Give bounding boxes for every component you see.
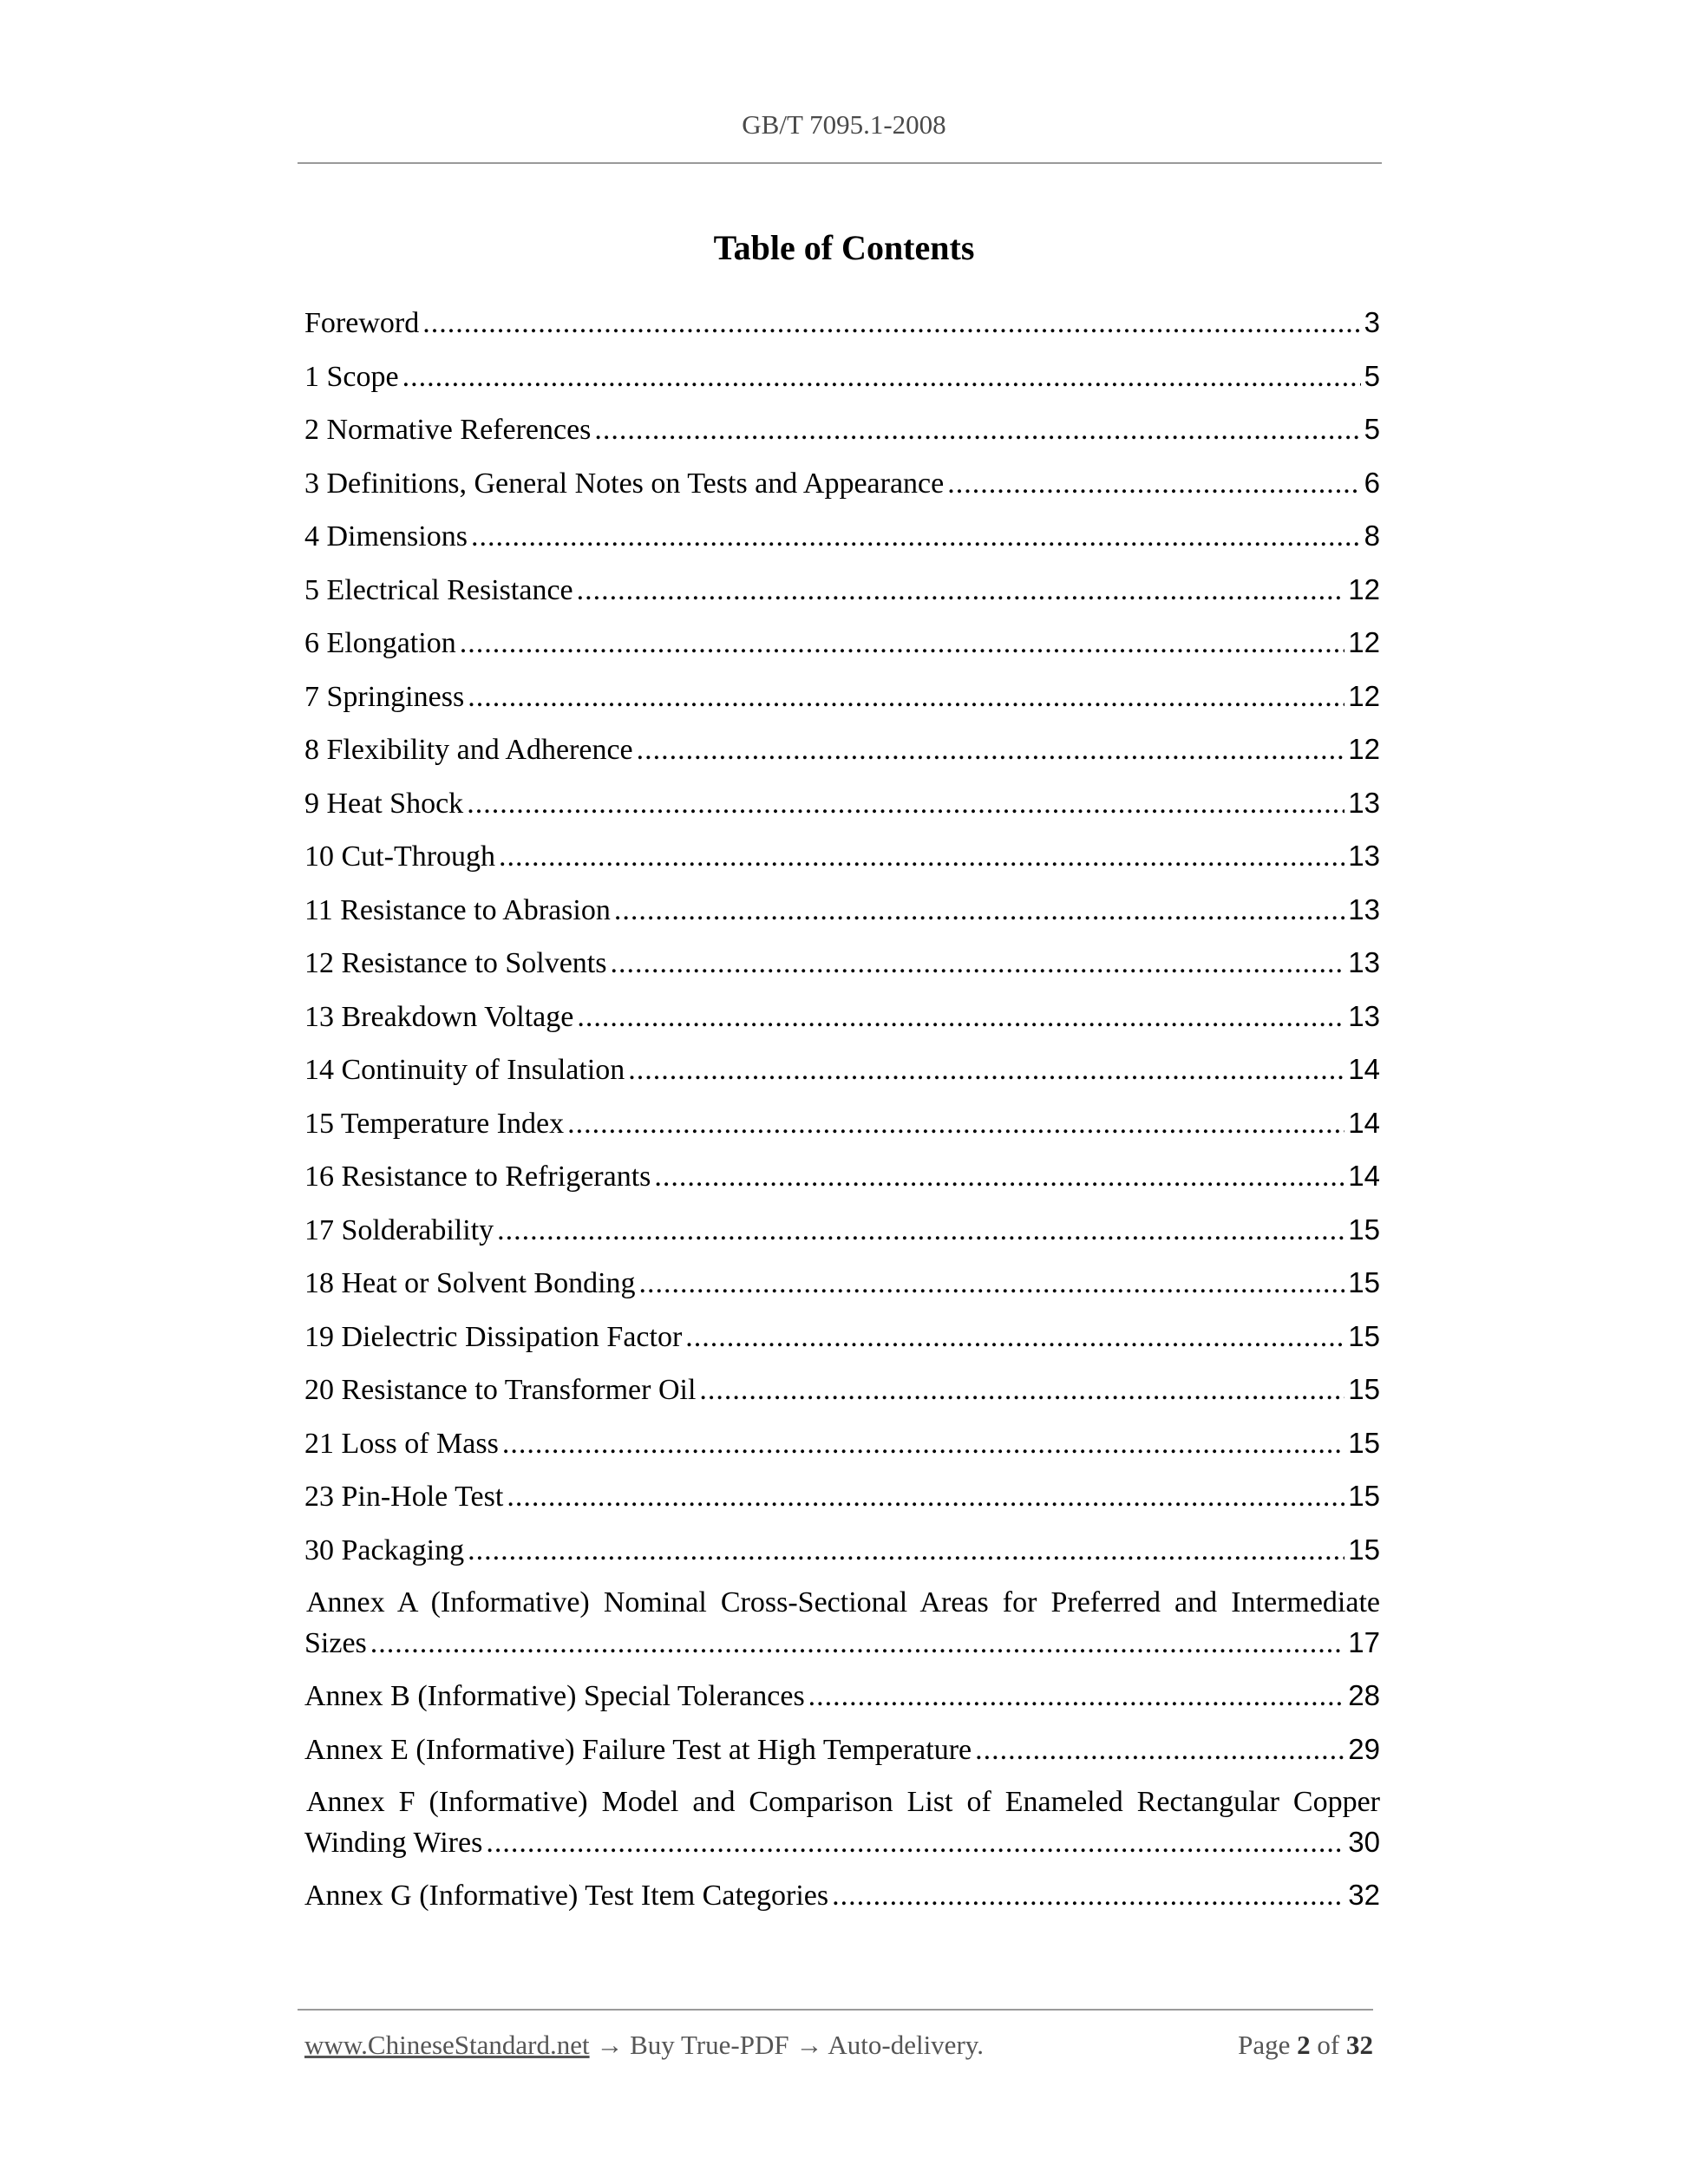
- toc-entry-page: 14: [1348, 1106, 1380, 1139]
- toc-entry[interactable]: [304, 677, 1380, 730]
- dot-leader: [577, 997, 1345, 1037]
- toc-entry[interactable]: [304, 943, 1380, 997]
- toc-entry-label: 20 Resistance to Transformer Oil: [304, 1374, 697, 1406]
- toc-entry-page: 12: [1348, 626, 1380, 658]
- dot-leader: [975, 1730, 1345, 1770]
- dot-leader: [594, 410, 1360, 450]
- dot-leader: [497, 1211, 1345, 1251]
- toc-entry-page: 15: [1348, 1319, 1380, 1352]
- page-number: [1238, 2030, 1373, 2061]
- toc-entry-label: 9 Heat Shock: [304, 787, 464, 820]
- toc-entry-annex-e[interactable]: [304, 1730, 1380, 1783]
- toc-entry[interactable]: [304, 409, 1380, 463]
- toc-entry-label: 13 Breakdown Voltage: [304, 1000, 574, 1033]
- toc-entry[interactable]: [304, 1210, 1380, 1264]
- toc-entry-page: 15: [1348, 1213, 1380, 1246]
- toc-entry[interactable]: [304, 1317, 1380, 1370]
- toc-entry-page: 17: [1348, 1626, 1380, 1658]
- toc-entry[interactable]: [304, 1530, 1380, 1584]
- dot-leader: [460, 624, 1345, 664]
- toc-entry-page: 6: [1364, 466, 1380, 499]
- toc-entry[interactable]: [304, 623, 1380, 677]
- toc-title: Table of Contents: [713, 228, 975, 267]
- footer-divider: [298, 2009, 1373, 2011]
- dot-leader: [577, 571, 1345, 611]
- dot-leader: [468, 677, 1345, 717]
- toc-entry[interactable]: [304, 783, 1380, 837]
- dot-leader: [567, 1104, 1345, 1144]
- toc-entry-page: 3: [1364, 306, 1380, 338]
- toc-entry-page: 28: [1348, 1679, 1380, 1711]
- toc-entry-label: 2 Normative References: [304, 414, 592, 446]
- header-divider: [298, 162, 1382, 164]
- toc-entry-label: 5 Electrical Resistance: [304, 573, 573, 606]
- toc-entry[interactable]: [304, 463, 1380, 517]
- toc-entry-page: 5: [1364, 359, 1380, 392]
- toc-entry-label: 3 Definitions, General Notes on Tests and Appearance: [304, 467, 945, 500]
- dot-leader: [685, 1318, 1345, 1357]
- toc-entry-page: 13: [1348, 946, 1380, 978]
- toc-entry-page: 12: [1348, 679, 1380, 712]
- toc-entry-label: 18 Heat or Solvent Bonding: [304, 1267, 636, 1299]
- toc-entry-label: 7 Springiness: [304, 680, 465, 713]
- toc-entry-label: Annex F (Informative) Model and Comparison List of Enameled Rectangular Copper: [306, 1786, 1380, 1818]
- promo-text: → Buy True-PDF → Auto-delivery.: [589, 2030, 984, 2060]
- toc-entry[interactable]: [304, 1476, 1380, 1530]
- toc-entry-page: 15: [1348, 1533, 1380, 1566]
- toc-entry[interactable]: [304, 1263, 1380, 1317]
- dot-leader: [628, 1050, 1345, 1090]
- current-page-number: 2: [1297, 2030, 1311, 2060]
- toc-entry-label: Annex B (Informative) Special Tolerances: [304, 1680, 805, 1712]
- total-pages-number: 32: [1346, 2030, 1373, 2060]
- toc-entry-page: 14: [1348, 1160, 1380, 1192]
- toc-entry-label: Annex E (Informative) Failure Test at High Temperature: [304, 1733, 972, 1766]
- toc-entry-label: 4 Dimensions: [304, 520, 468, 553]
- toc-entry[interactable]: [304, 1370, 1380, 1423]
- of-word: of: [1317, 2030, 1340, 2060]
- toc-entry-annex-g[interactable]: [304, 1875, 1380, 1929]
- toc-entry-annex-b[interactable]: [304, 1676, 1380, 1730]
- dot-leader: [467, 784, 1345, 824]
- toc-entry-page: 15: [1348, 1426, 1380, 1459]
- toc-entry-label: 1 Scope: [304, 360, 399, 393]
- toc-entry-page: 8: [1364, 520, 1380, 552]
- toc-entry[interactable]: [304, 729, 1380, 783]
- page-word: Page: [1238, 2030, 1291, 2060]
- footer-promo: [304, 2030, 984, 2061]
- toc-entry[interactable]: [304, 997, 1380, 1050]
- dot-leader: [808, 1677, 1345, 1716]
- toc-entry-page: 12: [1348, 572, 1380, 605]
- document-code-header: GB/T 7095.1-2008: [742, 109, 946, 140]
- toc-entry-label-continued: Winding Wires: [304, 1827, 483, 1859]
- toc-entry-label: 12 Resistance to Solvents: [304, 947, 607, 979]
- toc-entry-label: 19 Dielectric Dissipation Factor: [304, 1320, 683, 1353]
- toc-entry-label: Annex A (Informative) Nominal Cross-Sectional Areas for Preferred and Intermediate: [306, 1586, 1380, 1618]
- toc-entry[interactable]: [304, 836, 1380, 890]
- toc-entry-label: 8 Flexibility and Adherence: [304, 734, 633, 766]
- toc-entry-page: 30: [1348, 1826, 1380, 1858]
- toc-entry-label: 16 Resistance to Refrigerants: [304, 1161, 651, 1193]
- dot-leader: [471, 517, 1361, 557]
- dot-leader: [654, 1157, 1345, 1197]
- dot-leader: [502, 1424, 1345, 1464]
- dot-leader: [499, 837, 1345, 877]
- toc-entry[interactable]: [304, 1156, 1380, 1210]
- toc-entry-label: 6 Elongation: [304, 627, 456, 659]
- toc-entry-page: 13: [1348, 840, 1380, 872]
- website-link[interactable]: www.ChineseStandard.net: [304, 2030, 590, 2060]
- toc-entry-annex-f[interactable]: [304, 1782, 1380, 1875]
- toc-entry-label-continued: Sizes: [304, 1627, 367, 1659]
- toc-entry-label: Annex G (Informative) Test Item Categories: [304, 1880, 829, 1912]
- toc-entry[interactable]: [304, 303, 1380, 356]
- toc-entry-label: 15 Temperature Index: [304, 1107, 565, 1140]
- toc-entry-label: 17 Solderability: [304, 1213, 494, 1246]
- toc-entry-page: 5: [1364, 413, 1380, 445]
- toc-entry-label: 23 Pin-Hole Test: [304, 1481, 504, 1513]
- toc-entry-label: Foreword: [304, 307, 420, 339]
- table-of-contents: [304, 303, 1380, 1929]
- dot-leader: [370, 1624, 1345, 1664]
- toc-entry-page: 12: [1348, 733, 1380, 765]
- dot-leader: [507, 1477, 1345, 1517]
- dot-leader: [832, 1876, 1345, 1916]
- toc-entry[interactable]: [304, 1423, 1380, 1477]
- toc-entry-page: 13: [1348, 893, 1380, 925]
- toc-entry[interactable]: [304, 890, 1380, 944]
- toc-entry-label: 14 Continuity of Insulation: [304, 1054, 625, 1086]
- toc-entry-page: 15: [1348, 1373, 1380, 1405]
- toc-entry-label: 21 Loss of Mass: [304, 1427, 499, 1460]
- toc-entry-annex-a[interactable]: [304, 1583, 1380, 1676]
- toc-entry-label: 10 Cut-Through: [304, 840, 496, 873]
- toc-entry[interactable]: [304, 570, 1380, 624]
- dot-leader: [402, 357, 1361, 397]
- dot-leader: [422, 304, 1360, 343]
- toc-entry[interactable]: [304, 1103, 1380, 1157]
- toc-entry-page: 13: [1348, 999, 1380, 1032]
- toc-entry-page: 15: [1348, 1480, 1380, 1512]
- toc-entry-page: 13: [1348, 786, 1380, 819]
- dot-leader: [614, 891, 1345, 931]
- dot-leader: [486, 1823, 1345, 1863]
- toc-entry-page: 29: [1348, 1732, 1380, 1765]
- toc-entry[interactable]: [304, 1049, 1380, 1103]
- toc-entry-page: 32: [1348, 1879, 1380, 1911]
- toc-entry-list: [304, 303, 1380, 1583]
- dot-leader: [947, 464, 1360, 504]
- toc-entry[interactable]: [304, 356, 1380, 410]
- toc-entry[interactable]: [304, 516, 1380, 570]
- dot-leader: [637, 730, 1345, 770]
- toc-entry-page: 14: [1348, 1053, 1380, 1085]
- dot-leader: [699, 1370, 1345, 1410]
- dot-leader: [610, 944, 1345, 984]
- toc-entry-label: 11 Resistance to Abrasion: [304, 893, 611, 926]
- dot-leader: [468, 1531, 1345, 1571]
- toc-entry-page: 15: [1348, 1266, 1380, 1298]
- toc-entry-label: 30 Packaging: [304, 1533, 465, 1566]
- dot-leader: [639, 1264, 1345, 1304]
